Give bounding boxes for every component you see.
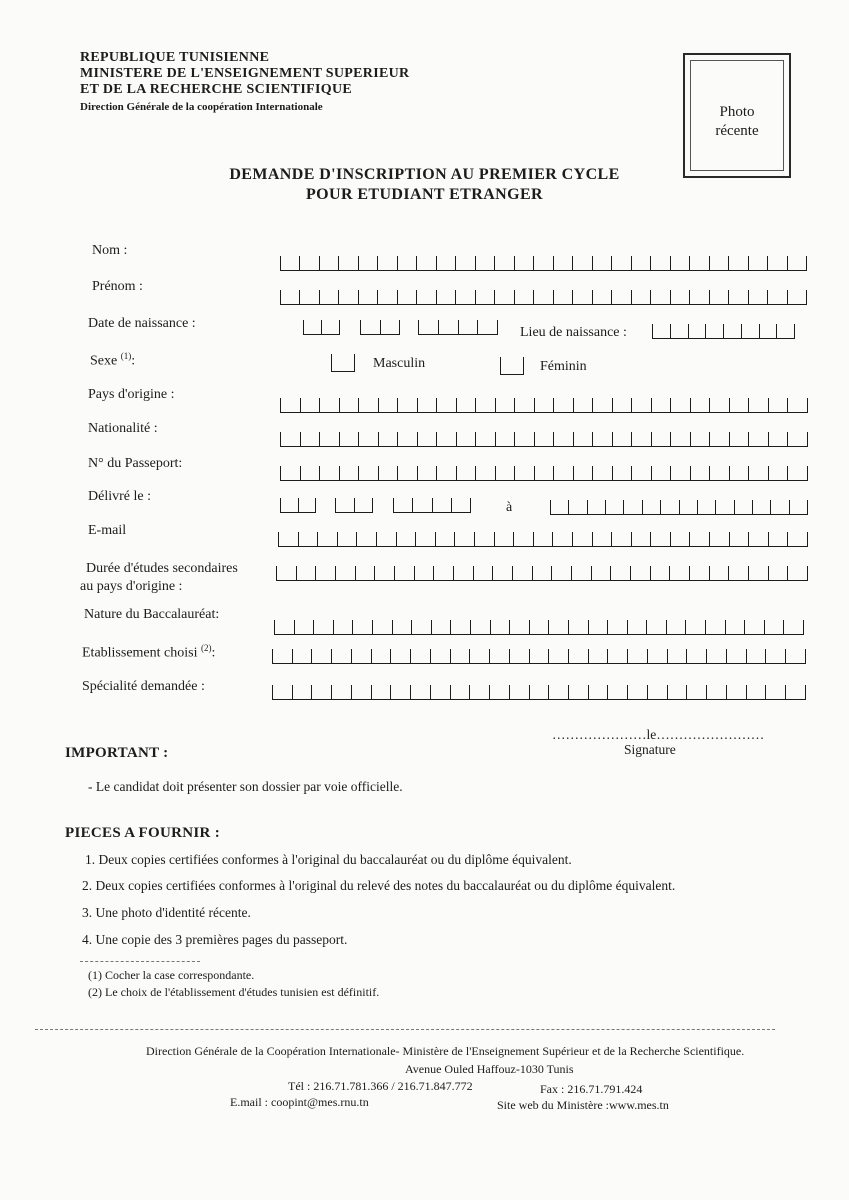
masculin-label: Masculin — [373, 356, 426, 371]
form-subtitle: POUR ETUDIANT ETRANGER — [306, 186, 543, 203]
date-naissance-month[interactable] — [360, 320, 400, 335]
date-naissance-year[interactable] — [418, 320, 498, 335]
date-naissance-label: Date de naissance : — [88, 316, 196, 331]
pieces-item-4: 4. Une copie des 3 premières pages du passeport. — [82, 932, 348, 947]
header-direction: Direction Générale de la coopération Internationale — [80, 101, 323, 113]
nom-input[interactable] — [280, 256, 807, 271]
specialite-label: Spécialité demandée : — [82, 679, 205, 694]
pays-origine-label: Pays d'origine : — [88, 387, 175, 402]
pieces-item-3: 3. Une photo d'identité récente. — [82, 905, 251, 920]
important-title: IMPORTANT : — [65, 745, 169, 761]
delivre-a-label: à — [506, 500, 513, 515]
lieu-naissance-input[interactable] — [652, 324, 795, 339]
important-item: - Le candidat doit présenter son dossier par voie officielle. — [88, 779, 403, 794]
pieces-item-1: 1. Deux copies certifiées conformes à l'original du baccalauréat ou du diplôme équivalent. — [85, 852, 572, 867]
footer-direction: Direction Générale de la Coopération Internationale- Ministère de l'Enseignement Supérieur et de la Recherche Scientifique. — [146, 1044, 745, 1058]
photo-label: Photo récente — [715, 104, 759, 139]
footer-tel: Tél : 216.71.781.366 / 216.71.847.772 — [288, 1079, 473, 1093]
footer-divider — [35, 1029, 775, 1030]
email-input[interactable] — [278, 532, 808, 547]
header-research: ET DE LA RECHERCHE SCIENTIFIQUE — [80, 82, 352, 97]
delivre-month[interactable] — [335, 498, 373, 513]
footer-address: Avenue Ouled Haffouz-1030 Tunis — [405, 1062, 574, 1076]
feminin-label: Féminin — [540, 359, 587, 374]
nationalite-label: Nationalité : — [88, 421, 158, 436]
pieces-title: PIECES A FOURNIR : — [65, 825, 221, 841]
email-label: E-mail — [88, 523, 127, 538]
date-naissance-day[interactable] — [303, 320, 340, 335]
masculin-checkbox[interactable] — [331, 354, 355, 372]
prenom-label: Prénom : — [92, 279, 143, 294]
note-1: (1) Cocher la case correspondante. — [88, 968, 255, 982]
specialite-input[interactable] — [272, 685, 806, 700]
delivre-lieu-input[interactable] — [550, 500, 808, 515]
note-2: (2) Le choix de l'établissement d'études tunisien est définitif. — [88, 985, 380, 999]
footer-fax: Fax : 216.71.791.424 — [540, 1082, 643, 1096]
duree-etudes-label-2: au pays d'origine : — [80, 579, 183, 594]
etablissement-input[interactable] — [272, 649, 806, 664]
delivre-day[interactable] — [280, 498, 316, 513]
delivre-year[interactable] — [393, 498, 471, 513]
nature-bac-input[interactable] — [274, 620, 804, 635]
pays-origine-input[interactable] — [280, 398, 808, 413]
nationalite-input[interactable] — [280, 432, 808, 447]
sexe-label: Sexe $^{(1)}$: — [90, 351, 136, 369]
signature-label: Signature — [624, 742, 676, 757]
footer-email[interactable]: E.mail : coopint@mes.rnu.tn — [230, 1095, 369, 1109]
etablissement-label: Etablissement choisi $^{(2)}$: — [82, 643, 216, 661]
signature-date-line[interactable]: …………………le…………………… — [552, 727, 765, 742]
feminin-checkbox[interactable] — [500, 357, 524, 375]
footer-website[interactable]: Site web du Ministère :www.mes.tn — [497, 1098, 669, 1112]
header-republic: REPUBLIQUE TUNISIENNE — [80, 50, 270, 65]
form-title: DEMANDE D'INSCRIPTION AU PREMIER CYCLE — [229, 166, 620, 183]
nom-label: Nom : — [92, 243, 128, 258]
nature-bac-label: Nature du Baccalauréat: — [84, 607, 220, 622]
prenom-input[interactable] — [280, 290, 807, 305]
notes-divider — [80, 961, 200, 962]
duree-etudes-label-1: Durée d'études secondaires — [86, 561, 238, 576]
passeport-input[interactable] — [280, 466, 808, 481]
passeport-label: N° du Passeport: — [88, 456, 183, 471]
lieu-naissance-label: Lieu de naissance : — [520, 325, 627, 340]
pieces-item-2: 2. Deux copies certifiées conformes à l'original du relevé des notes du baccalauréat ou du diplôme équivalent. — [82, 878, 676, 893]
duree-etudes-input[interactable] — [276, 566, 808, 581]
header-ministry: MINISTERE DE L'ENSEIGNEMENT SUPERIEUR — [80, 66, 410, 81]
delivre-le-label: Délivré le : — [88, 489, 151, 504]
